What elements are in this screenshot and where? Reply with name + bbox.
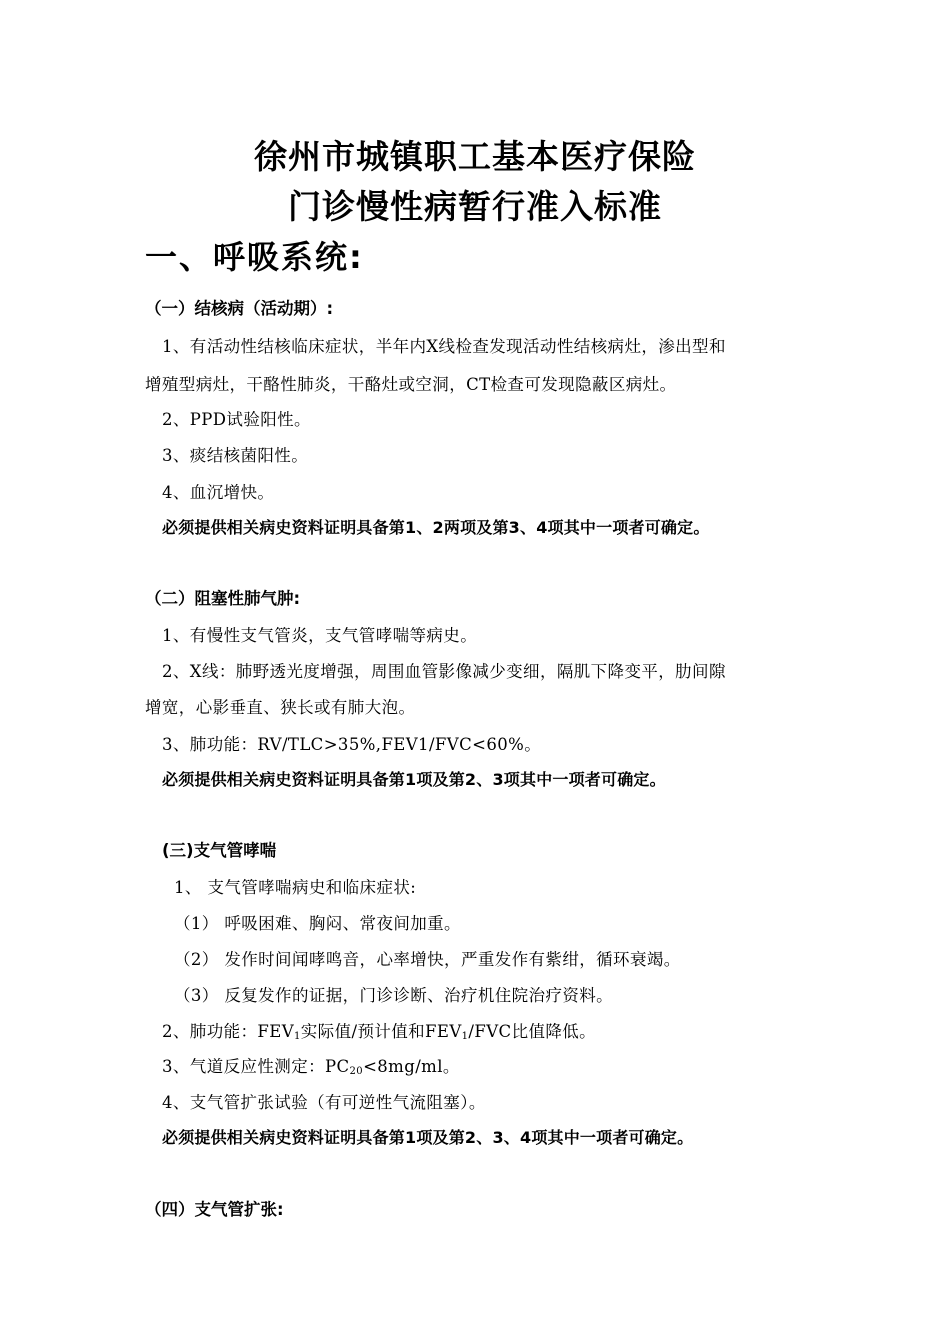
tb-item-2: 2、PPD试验阳性。	[162, 410, 311, 429]
asthma-item-1: 1、 支气管哮喘病史和临床症状:	[174, 878, 417, 897]
subsection-heading-tuberculosis: （一）结核病（活动期）:	[145, 299, 334, 318]
copd-item-2-line-2: 增宽，心影垂直、狭长或有肺大泡。	[145, 698, 416, 717]
document-title-line1: 徐州市城镇职工基本医疗保险	[254, 137, 696, 176]
subsection-heading-emphysema: （二）阻塞性肺气肿:	[145, 589, 301, 608]
asthma-subitem-2: （2） 发作时间闻哮鸣音，心率增快，严重发作有紫绀，循环衰竭。	[174, 950, 681, 969]
fev-subscript-a: 1	[294, 1031, 301, 1042]
asthma-item-2-suffix: /FVC比值降低。	[468, 1022, 597, 1041]
copd-requirement: 必须提供相关病史资料证明具备第1项及第2、3项其中一项者可确定。	[162, 770, 666, 789]
tb-item-4: 4、血沉增快。	[162, 483, 275, 502]
asthma-item-2	[162, 1018, 596, 1042]
asthma-item-2-mid: 实际值/预计值和FEV	[300, 1022, 462, 1041]
copd-item-2-line-1: 2、X线：肺野透光度增强，周围血管影像减少变细，隔肌下降变平，肋间隙	[162, 662, 726, 681]
document-title-line2: 门诊慢性病暂行准入标准	[288, 187, 662, 226]
tb-item-1-line-1: 1、有活动性结核临床症状，半年内X线检查发现活动性结核病灶，渗出型和	[162, 337, 726, 356]
asthma-subitem-1: （1） 呼吸困难、胸闷、常夜间加重。	[174, 914, 461, 933]
pc-subscript: 20	[349, 1066, 364, 1077]
asthma-item-3-prefix: 3、气道反应性测定：PC	[162, 1057, 350, 1076]
fev-subscript-b: 1	[461, 1031, 469, 1042]
section-heading-respiratory: 一、呼吸系统:	[145, 238, 364, 276]
copd-item-1: 1、有慢性支气管炎，支气管哮喘等病史。	[162, 626, 478, 645]
tb-item-1-line-2: 增殖型病灶，干酪性肺炎，干酪灶或空洞，CT检查可发现隐蔽区病灶。	[145, 375, 677, 394]
subsection-heading-bronchiectasis: （四）支气管扩张:	[145, 1200, 284, 1219]
copd-item-3: 3、肺功能：RV/TLC>35%,FEV1/FVC<60%。	[162, 735, 542, 754]
asthma-subitem-3: （3） 反复发作的证据，门诊诊断、治疗机住院治疗资料。	[174, 986, 614, 1005]
asthma-item-3-suffix: <8mg/ml。	[363, 1057, 460, 1076]
tb-item-3: 3、痰结核菌阳性。	[162, 446, 309, 465]
tb-requirement: 必须提供相关病史资料证明具备第1、2两项及第3、4项其中一项者可确定。	[162, 518, 710, 537]
asthma-item-4: 4、支气管扩张试验（有可逆性气流阻塞）。	[162, 1093, 486, 1112]
asthma-requirement: 必须提供相关病史资料证明具备第1项及第2、3、4项其中一项者可确定。	[162, 1128, 694, 1147]
subsection-heading-asthma: (三)支气管哮喘	[162, 841, 277, 860]
asthma-item-3	[162, 1053, 460, 1077]
asthma-item-2-prefix: 2、肺功能：FEV	[162, 1022, 295, 1041]
